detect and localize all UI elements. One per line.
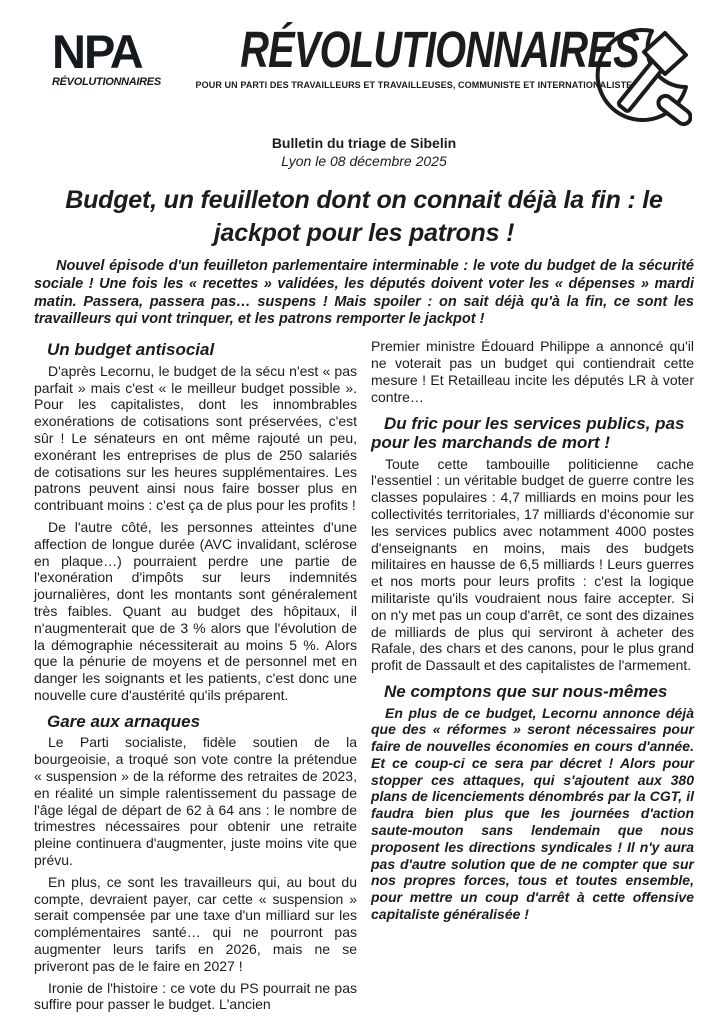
section-heading-ne-comptons: Ne comptons que sur nous-mêmes: [384, 681, 668, 701]
npa-logo-subtext: RÉVOLUTIONNAIRES: [52, 75, 161, 88]
masthead-center: [184, 21, 639, 93]
column-left: [34, 338, 357, 1018]
bulletin-info: [34, 135, 694, 170]
paragraph: Le Parti socialiste, fidèle soutien de la bourgeoisie, a troqué son vote contre la prétendue « suspension » de la réforme des retraites de 2023, en réalité un simple ralentissement du passage de l'âge légal de départ de 62 à 64 ans : le nombre de trimestres nécessaires pour obtenir une retraite pleine continuera d'augmenter, juste moins vite que prévu.: [34, 734, 357, 868]
paragraph: Toute cette tambouille politicienne cache l'essentiel : un véritable budget de guerre contre les classes populaires : 4,7 milliards en moins pour les collectivités territoriales, 17 milliards d'économie sur les services publics avec notamment 4000 postes d'enseignants en moins, mais des budgets militaires en hausse de 6,5 milliards ! Leurs guerres et nos morts pour leurs profits : c'est la logique militariste qu'ils voudraient nous faire accepter. Si on n'y met pas un coup d'arrêt, ce sont des dizaines de milliards de plus qui serviront à acheter des Rafale, des chars et des canons, pour le plus grand profit de Dassault et des capitalistes de l'armement.: [371, 455, 694, 674]
column-right: [371, 338, 694, 1018]
paragraph: Premier ministre Édouard Philippe a annoncé qu'il ne voterait pas un budget qui contiendrait cette mesure ! Et Retailleau incite les députés LR à voter contre…: [371, 338, 694, 405]
intro-paragraph: Nouvel épisode d'un feuilleton parlementaire interminable : le vote du budget de la sécurité sociale ! Une fois les « recettes » validées, les députés doivent voter les « dépenses » mardi matin. Passera, passera pas… suspens ! Mais spoiler : on sait déjà qu'à la fin, ce sont les travailleurs qui vont trinquer, et les patrons remporter le jackpot !: [34, 258, 694, 328]
npa-logo-text: NPA: [52, 25, 142, 78]
paragraph: De l'autre côté, les personnes atteintes d'une affection de longue durée (AVC invalidant, sclérose en plaque…) pourraient perdre une partie de l'exonération d'impôts sur leurs indemnités journalières, dont les montants sont généralement très faibles. Quant au budget des hôpitaux, il n'augmenterait que de 3 % alors que l'évolution de la démographie nécessiterait au moins 5 %. Alors que la pénurie de moyens et de personnel met en danger les soignants et les patients, c'est donc une nouvelle cure d'austérité qu'ils préparent.: [34, 519, 357, 703]
headline: Budget, un feuilleton dont on connait déjà la fin : le jackpot pour les patrons !: [65, 186, 663, 247]
paragraph: D'après Lecornu, le budget de la sécu n'est « pas parfait » mais c'est « le meilleur budget possible ». Pour les capitalistes, dont les innombrables exonérations de cotisations sont préservées, c'est sûr ! Le sénateurs en ont même rajouté un peu, exonérant les entreprises de plus de 250 salariés de cotisations sur les heures supplémentaires. Les patrons peuvent ainsi nous faire bosser plus en contribuant moins : c'est ça de plus pour les profits !: [34, 362, 357, 514]
bulletin-title: Bulletin du triage de Sibelin: [271, 135, 457, 151]
masthead: [34, 20, 694, 128]
paragraph: En plus de ce budget, Lecornu annonce déjà que des « réformes » seront nécessaires pour faire de nouvelles économies en cours d'année. Et ce coup-ci ce sera par décret ! Alors pour stopper ces attaques, qui s'ajoutent aux 380 plans de licenciements dénombrés par la CGT, il faudra bien plus que les journées d'action saute-mouton sans lendemain que nous proposent les directions syndicales ! Il n'y aura pas d'autre solution que de ne compter que sur nos propres forces, tous et toutes ensemble, pour mettre un coup d'arrêt à cette offensive capitaliste généralisée !: [371, 704, 694, 923]
masthead-subtitle: POUR UN PARTI DES TRAVAILLEURS ET TRAVAILLEUSES, COMMUNISTE ET INTERNATIONALISTE: [195, 80, 633, 91]
section-heading-budget-antisocial: Un budget antisocial: [47, 340, 215, 360]
masthead-title: RÉVOLUTIONNAIRES: [240, 21, 639, 78]
section-heading-gare-aux-arnaques: Gare aux arnaques: [47, 711, 201, 731]
paragraph: En plus, ce sont les travailleurs qui, au bout du compte, devraient payer, car cette « suspension » serait compensée par une taxe d'un milliard sur les complémentaires santé… qui ne pourront pas augmenter leurs tarifs en 2026, mais ne se priveront pas de le faire en 2027 !: [34, 873, 357, 974]
bulletin-date: Lyon le 08 décembre 2025: [281, 152, 447, 169]
section-heading-du-fric: Du fric pour les services publics, pas pour les marchands de mort !: [371, 413, 685, 453]
article-columns: [34, 338, 694, 1018]
npa-logo: [52, 25, 184, 88]
paragraph: Ironie de l'histoire : ce vote du PS pourrait ne pas suffire pour passer le budget. L'ancien: [34, 979, 357, 1013]
